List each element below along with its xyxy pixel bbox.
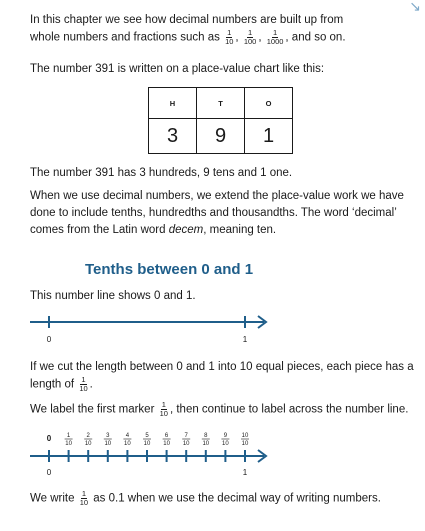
fraction-one-tenth: $\frac{1}{10}$ [225, 28, 234, 46]
fraction-denominator: 10 [202, 441, 210, 447]
number-line-2-top-label [65, 433, 73, 447]
number-line-2-label-0: 0 [46, 468, 52, 477]
fraction-numerator: 10 [241, 433, 249, 439]
fraction-denominator: 10 [222, 441, 229, 447]
cut-paragraph: If we cut the length between 0 and 1 into 10 equal pieces, each piece has a length of $\frac{1}{10}$ . [30, 361, 414, 393]
fraction-numerator: 5 [145, 433, 149, 439]
fraction-numerator: 9 [223, 433, 228, 439]
fraction-denominator: 10 [182, 441, 190, 447]
fraction-denominator: 10 [143, 441, 151, 447]
fraction-denominator: 10 [84, 441, 92, 447]
fraction-numerator: 2 [86, 433, 90, 439]
fraction-denominator: 10 [124, 441, 131, 447]
number-line-2-label-1: 1 [242, 468, 248, 477]
decimal-paragraph: When we use decimal numbers, we extend the place-value work we have done to include tenths, hundredths and thousandths. The word ‘decimal’ comes from the Latin word decem, meaning ten. [30, 190, 404, 236]
numberline-intro-text: This number line shows 0 and 1. [30, 290, 196, 302]
number-line-2-top-label [104, 433, 112, 447]
number-line-2-top-label [202, 433, 210, 447]
section-heading: Tenths between 0 and 1 [85, 261, 254, 278]
place-value-header-ones: O [245, 88, 293, 119]
number-line-2-top-label [143, 433, 151, 447]
fraction-denominator: 10 [163, 441, 170, 447]
fraction-numerator: 1 [66, 433, 71, 439]
fraction-one-hundredth: $\frac{1}{100}$ [243, 28, 257, 46]
place-value-header-hundreds: H [149, 88, 197, 119]
number-line-2-top-zero: 0 [46, 434, 52, 443]
number-line-2-top-label [182, 433, 190, 447]
place-value-ones-digit: 1 [245, 119, 293, 154]
place-value-header-tens: T [197, 88, 245, 119]
fraction-one-thousandth: $\frac{1}{1000}$ [266, 28, 284, 46]
fraction-denominator: 10 [241, 441, 249, 447]
final-paragraph: We write $\frac{1}{10}$ as 0.1 when we use the decimal way of writing numbers. [30, 489, 381, 507]
fraction-numerator: 8 [204, 433, 208, 439]
place-value-tens-digit: 9 [197, 119, 245, 154]
number-line-2-top-label [47, 434, 52, 443]
intro-line-1: In this chapter we see how decimal numbers are built up from [30, 14, 344, 26]
summary-text: The number 391 has 3 hundreds, 9 tens and 1 one. [30, 167, 293, 179]
page-corner-arrow-icon: ↘ [409, 0, 421, 14]
fraction-one-tenth: $\frac{1}{10}$ [79, 375, 88, 393]
number-line-1-label-0: 0 [46, 335, 52, 344]
number-line-2-top-label [221, 433, 229, 447]
number-line-2-top-label [84, 433, 92, 447]
intro-line-2-start: whole numbers and fractions such as [30, 31, 220, 44]
label-paragraph: We label the first marker $\frac{1}{10}$ , then continue to label across the number line. [30, 400, 409, 418]
fraction-denominator: 10 [104, 441, 112, 447]
chart-intro-text: The number 391 is written on a place-value chart like this: [30, 63, 325, 75]
latin-word: decem [168, 224, 204, 236]
number-line-2-top-label [123, 433, 131, 447]
fraction-one-tenth: $\frac{1}{10}$ [159, 400, 168, 418]
fraction-numerator: 7 [184, 433, 188, 439]
fraction-numerator: 6 [164, 433, 169, 439]
intro-line-2-end: , and so on. [285, 31, 346, 44]
fraction-numerator: 3 [106, 433, 110, 439]
number-line-2-top-label [241, 433, 249, 447]
place-value-hundreds-digit: 3 [149, 119, 197, 154]
number-line-2-top-label [163, 433, 171, 447]
fraction-one-tenth: $\frac{1}{10}$ [79, 489, 89, 507]
fraction-denominator: 10 [65, 441, 72, 447]
intro-paragraph: In this chapter we see how decimal numbers are built up from whole numbers and fractions such as $\frac{1}{10}$ , $\frac{1}{100}$ , $\frac{1}{1000}$ , and so on. [30, 14, 346, 46]
fraction-numerator: 4 [125, 433, 130, 439]
number-line-1-label-1: 1 [242, 335, 248, 344]
